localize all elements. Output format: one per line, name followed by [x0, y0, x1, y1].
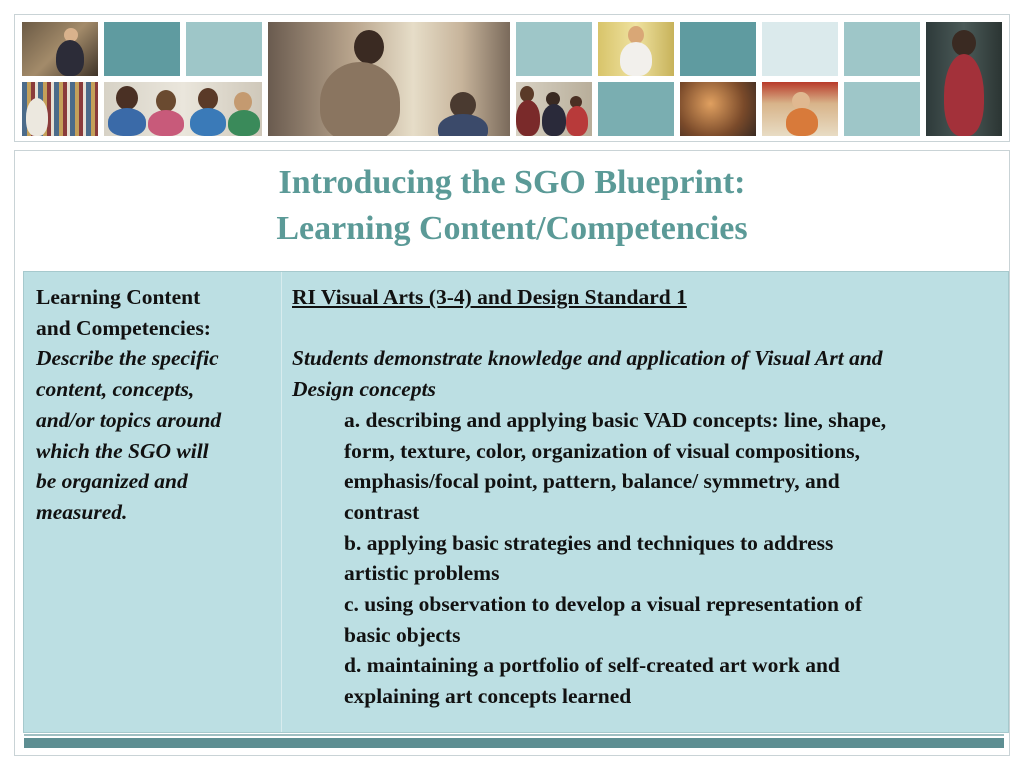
header-tile-teal-light — [844, 22, 920, 76]
left-desc-line: content, concepts, — [36, 377, 195, 402]
item-line: artistic problems — [344, 561, 500, 586]
header-tile-pale — [762, 22, 838, 76]
header-photo-teacher — [268, 22, 510, 136]
item-line: a. describing and applying basic VAD concepts: line, shape, — [344, 407, 887, 432]
item-line: b. applying basic strategies and techniques to address — [344, 530, 834, 555]
footer-rule — [24, 734, 1004, 736]
slide-title-line2: Learning Content/Competencies — [276, 210, 748, 247]
item-line: basic objects — [344, 622, 461, 647]
item-line: contrast — [344, 499, 420, 524]
item-line: form, texture, color, organization of visual compositions, — [344, 438, 860, 463]
header-photo-classroom — [22, 22, 98, 76]
left-desc-line: and/or topics around — [36, 407, 222, 432]
item-b — [292, 528, 1008, 589]
left-heading-line1: Learning Content — [36, 285, 201, 309]
slide-title-line1: Introducing the SGO Blueprint: — [278, 164, 746, 201]
header-tile-teal — [598, 82, 674, 136]
standard-intro-line1: Students demonstrate knowledge and application of Visual Art and — [292, 346, 883, 371]
spacer-line — [292, 313, 1008, 344]
header-tile-teal — [104, 22, 180, 76]
standard-title: RI Visual Arts (3-4) and Design Standard 1 — [292, 285, 687, 309]
left-heading-line2: and Competencies: — [36, 315, 211, 340]
header-photo-students — [104, 82, 262, 136]
header-photo-blurred-child — [680, 82, 756, 136]
left-desc-line: Describe the specific — [36, 346, 219, 371]
header-tile-teal-light — [186, 22, 262, 76]
header-photo-boy-writing — [762, 82, 838, 136]
left-cell — [24, 272, 282, 732]
slide-title — [0, 160, 1024, 252]
item-line: d. maintaining a portfolio of self-created art work and — [344, 653, 840, 678]
header-photo-woman-yellow — [598, 22, 674, 76]
blueprint-table — [24, 272, 1008, 732]
header-photo-class-group — [516, 82, 592, 136]
left-desc-line: which the SGO will — [36, 438, 209, 463]
standard-intro-line2: Design concepts — [292, 377, 436, 402]
header-tile-teal — [680, 22, 756, 76]
item-c — [292, 589, 1008, 650]
item-a — [292, 405, 1008, 528]
item-line: explaining art concepts learned — [344, 684, 632, 709]
right-cell — [282, 272, 1008, 732]
left-desc-line: measured. — [36, 499, 128, 524]
header-photo-library — [22, 82, 98, 136]
left-desc-line: be organized and — [36, 469, 188, 494]
header-photo-woman-red — [926, 22, 1002, 136]
footer-bar — [24, 738, 1004, 748]
header-tile-teal-light — [844, 82, 920, 136]
item-line: emphasis/focal point, pattern, balance/ symmetry, and — [344, 469, 840, 494]
item-line: c. using observation to develop a visual representation of — [344, 592, 863, 617]
item-d — [292, 650, 1008, 711]
header-tile-teal-light — [516, 22, 592, 76]
